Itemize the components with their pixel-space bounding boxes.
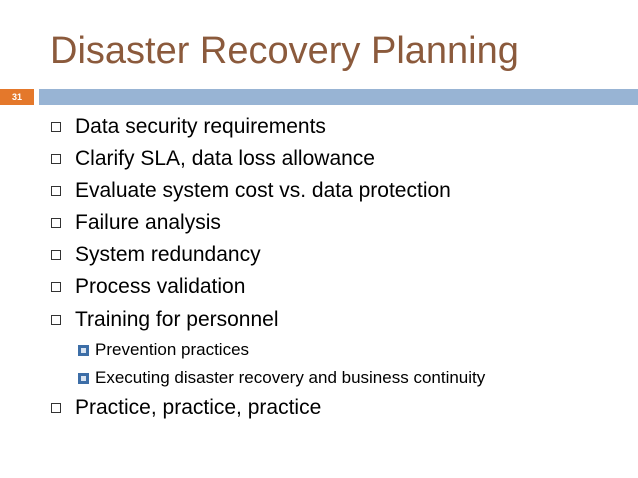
bullet-item [48, 147, 375, 171]
bullet-item [48, 179, 451, 203]
bullet-text: Clarify SLA, data loss allowance [75, 147, 375, 170]
bullet-item [48, 275, 245, 299]
square-bullet-icon [51, 122, 61, 132]
bullet-item [48, 115, 326, 139]
bullet-text: Evaluate system cost vs. data protection [75, 179, 451, 202]
bullet-item [48, 211, 221, 235]
square-bullet-icon [51, 154, 61, 164]
slide-number: 31 [11, 92, 22, 102]
bullet-text: System redundancy [75, 243, 261, 266]
sub-bullet-text: Executing disaster recovery and business continuity [95, 368, 486, 387]
bullet-text: Data security requirements [75, 115, 326, 138]
square-bullet-icon [51, 315, 61, 325]
bullet-text: Training for personnel [75, 308, 279, 331]
bullet-item [48, 396, 321, 420]
bullet-text: Practice, practice, practice [75, 396, 322, 419]
sub-bullet-item [78, 340, 249, 360]
square-bullet-icon [51, 186, 61, 196]
slide-title: Disaster Recovery Planning [50, 30, 519, 72]
sub-bullet-item [78, 368, 485, 388]
square-bullet-icon [51, 218, 61, 228]
bullet-item [48, 243, 261, 267]
square-bullet-icon [51, 250, 61, 260]
bullet-item [48, 308, 279, 332]
bullet-text: Failure analysis [75, 211, 221, 234]
filled-square-bullet-icon [78, 345, 89, 356]
bullet-text: Process validation [75, 275, 246, 298]
sub-bullet-text: Prevention practices [95, 340, 250, 359]
filled-square-bullet-icon [78, 373, 89, 384]
square-bullet-icon [51, 403, 61, 413]
square-bullet-icon [51, 282, 61, 292]
